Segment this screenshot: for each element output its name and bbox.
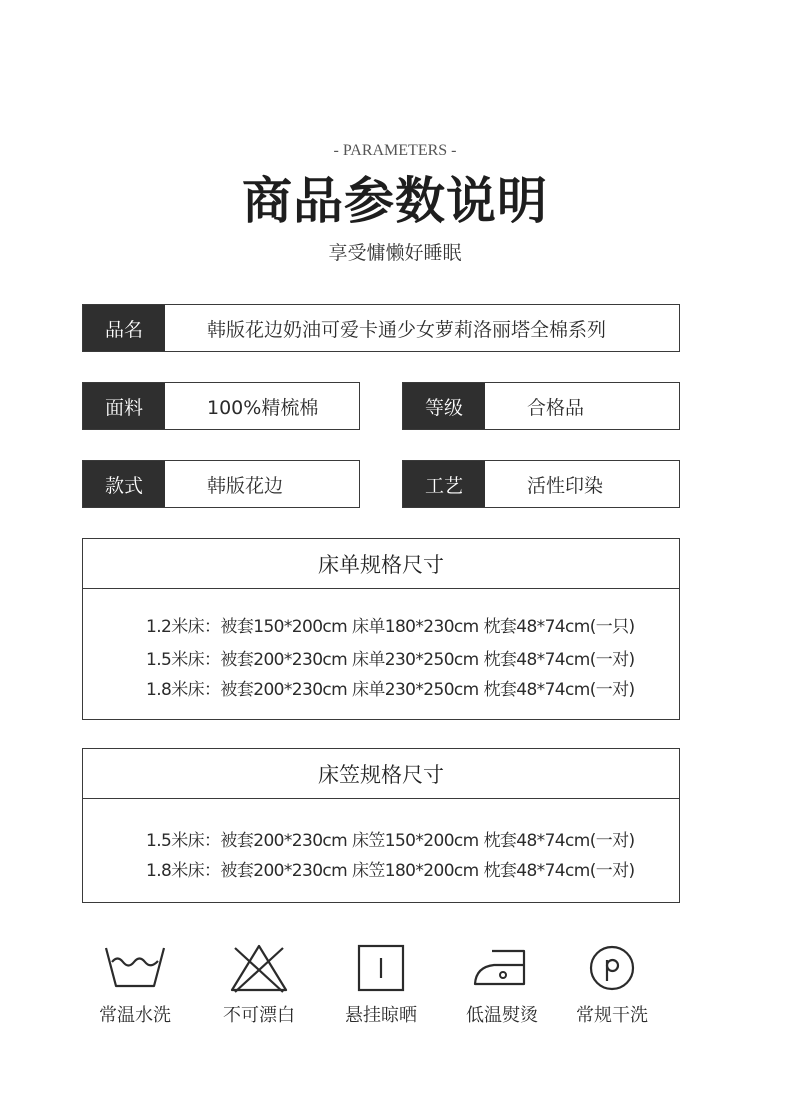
eyebrow-text: - PARAMETERS - [333, 142, 457, 159]
param-row-fabric [82, 382, 360, 430]
param-label: 款式 [83, 461, 165, 507]
page-title-text: 商品参数说明 [242, 172, 548, 230]
title-wrap [0, 168, 790, 234]
care-label: 常规干洗 [576, 1005, 648, 1026]
spec-line: 1.5米床：被套200*230cm 床笠150*200cm 枕套48*74cm(一对) [146, 831, 635, 851]
page-subtitle: 享受慵懒好睡眠 [328, 242, 462, 264]
care-item-low-iron [447, 943, 557, 1026]
care-label: 不可漂白 [223, 1005, 295, 1026]
sheet-spec-title: 床单规格尺寸 [83, 539, 679, 589]
care-label: 常温水洗 [99, 1005, 171, 1026]
param-value: 合格品 [527, 396, 585, 419]
param-label: 工艺 [403, 461, 485, 507]
param-label: 品名 [83, 305, 165, 351]
param-row-name [82, 304, 680, 352]
param-value: 韩版花边 [207, 474, 284, 497]
care-item-hang-dry [326, 943, 436, 1026]
param-row-craft [402, 460, 680, 508]
param-row-style [82, 460, 360, 508]
param-label: 等级 [403, 383, 485, 429]
spec-line: 1.8米床：被套200*230cm 床笠180*200cm 枕套48*74cm(一对) [146, 861, 635, 881]
care-label: 低温熨烫 [466, 1005, 538, 1026]
care-label: 悬挂晾晒 [345, 1005, 417, 1026]
param-row-grade [402, 382, 680, 430]
spec-line: 1.5米床：被套200*230cm 床单230*250cm 枕套48*74cm(一对) [146, 650, 635, 670]
spec-line: 1.2米床：被套150*200cm 床单180*230cm 枕套48*74cm(一只) [146, 617, 635, 637]
param-value: 韩版花边奶油可爱卡通少女萝莉洛丽塔全棉系列 [207, 318, 607, 341]
care-item-wash [80, 943, 190, 1026]
fitted-spec-title: 床笠规格尺寸 [83, 749, 679, 799]
no-bleach-icon [229, 943, 289, 993]
param-value: 活性印染 [527, 474, 604, 497]
care-item-dry-clean [557, 943, 667, 1026]
spec-line: 1.8米床：被套200*230cm 床单230*250cm 枕套48*74cm(一对) [146, 680, 635, 700]
care-item-no-bleach [204, 943, 314, 1026]
dry-clean-p-icon [587, 943, 637, 993]
low-iron-icon [472, 943, 532, 989]
hang-dry-icon [356, 943, 406, 993]
fitted-spec-box [82, 748, 680, 903]
wash-tub-icon [103, 943, 167, 989]
sheet-spec-box [82, 538, 680, 720]
param-label: 面料 [83, 383, 165, 429]
param-value: 100%精梳棉 [207, 396, 319, 419]
page-title [242, 168, 548, 234]
